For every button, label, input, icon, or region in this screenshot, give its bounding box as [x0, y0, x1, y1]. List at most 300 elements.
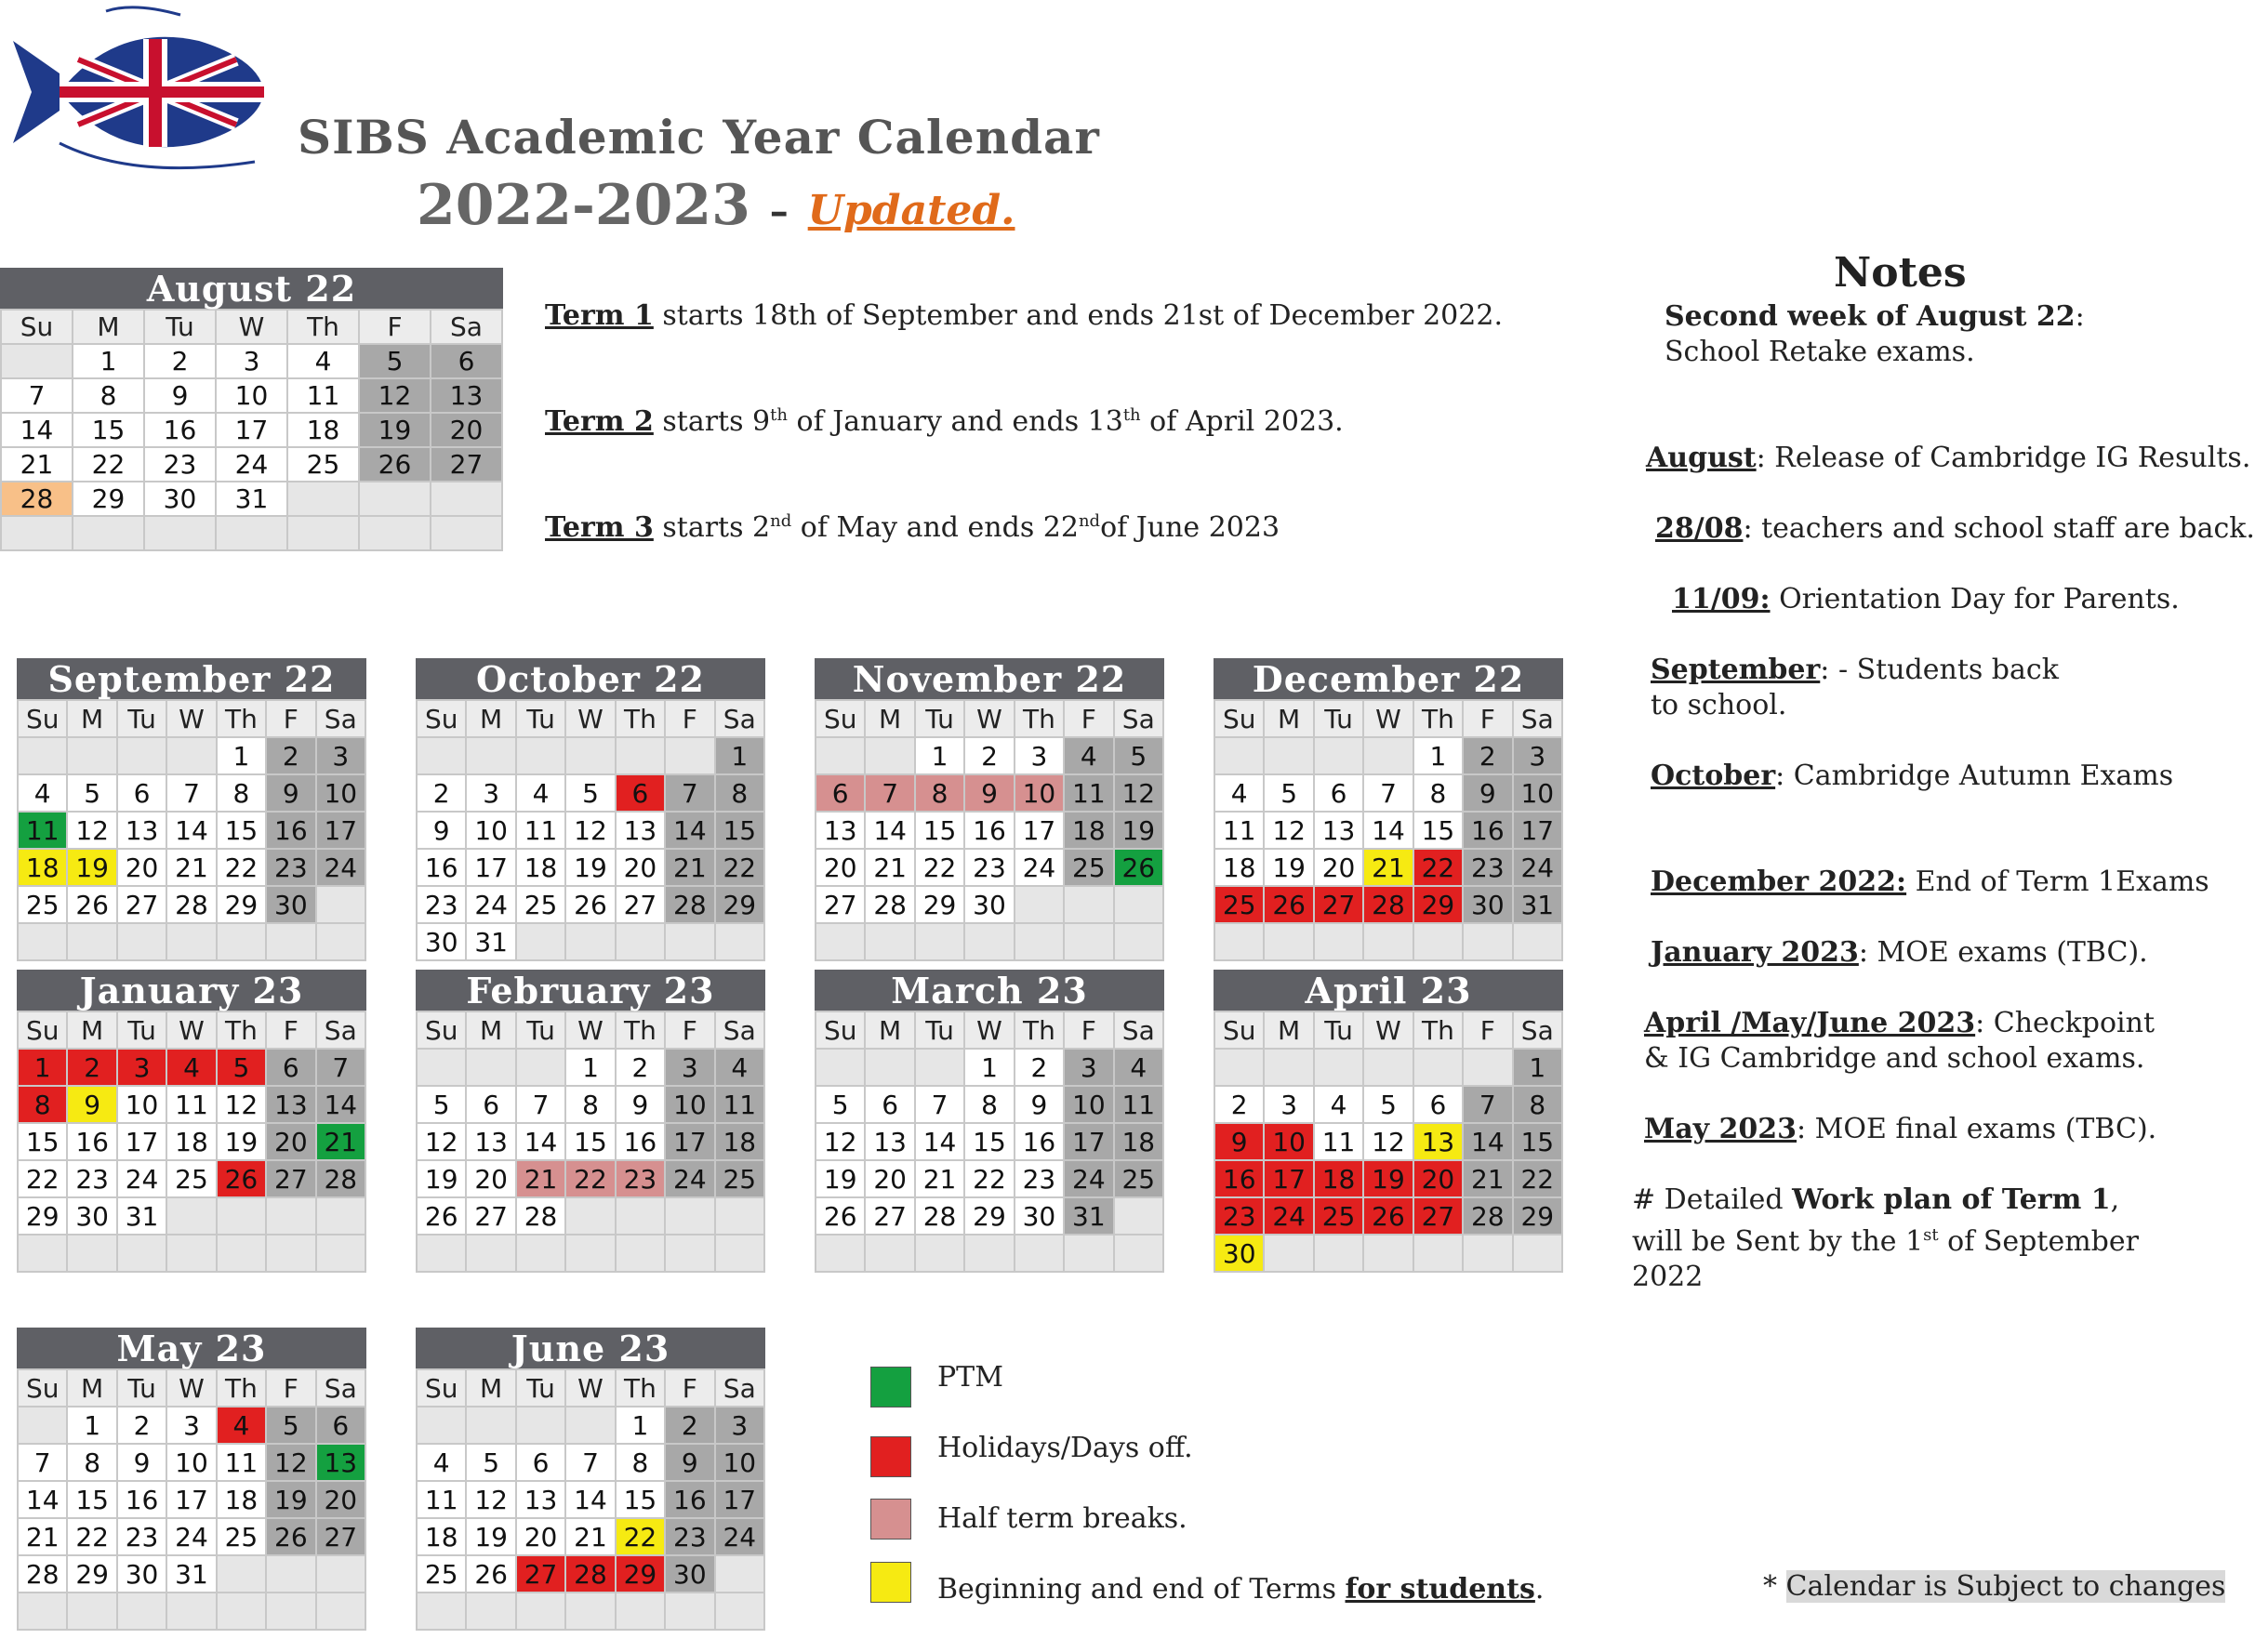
day-cell: 25	[1214, 886, 1264, 923]
day-cell: 23	[266, 849, 315, 886]
day-cell: 29	[915, 886, 964, 923]
day-cell: 26	[266, 1518, 315, 1555]
empty-day-cell	[67, 1235, 116, 1272]
day-cell: 18	[715, 1123, 764, 1160]
day-header: Sa	[1513, 700, 1562, 737]
day-cell: 15	[715, 812, 764, 849]
week-row	[816, 1123, 1163, 1160]
day-cell: 29	[715, 886, 764, 923]
empty-day-cell	[1114, 923, 1163, 960]
day-cell: 1	[715, 737, 764, 774]
day-cell: 28	[516, 1197, 565, 1235]
week-row	[417, 1593, 764, 1630]
day-cell: 1	[67, 1407, 116, 1444]
month-header: June 23	[416, 1328, 765, 1368]
day-cell: 13	[816, 812, 865, 849]
day-cell: 9	[1214, 1123, 1264, 1160]
day-cell: 27	[117, 886, 166, 923]
day-cell: 26	[359, 447, 431, 482]
day-header: F	[665, 1369, 714, 1407]
day-cell: 16	[964, 812, 1014, 849]
day-header: M	[865, 1011, 914, 1049]
day-cell: 27	[616, 886, 665, 923]
day-cell: 8	[73, 378, 144, 413]
day-cell: 13	[865, 1123, 914, 1160]
month-grid	[17, 699, 366, 961]
week-row	[417, 1481, 764, 1518]
day-header-row	[417, 1369, 764, 1407]
day-cell: 22	[1513, 1160, 1562, 1197]
day-cell: 11	[287, 378, 359, 413]
day-header: Th	[616, 1011, 665, 1049]
day-cell: 13	[316, 1444, 365, 1481]
note-text: , will be Sent by the 1	[1632, 1183, 2120, 1258]
year-text: 2022-2023	[417, 173, 750, 238]
day-cell: 2	[144, 344, 216, 378]
note-text: : MOE exams (TBC).	[1858, 936, 2148, 969]
day-cell: 19	[816, 1160, 865, 1197]
term-2-sup-a: th	[770, 405, 788, 425]
day-cell: 29	[1513, 1197, 1562, 1235]
day-cell: 18	[18, 849, 67, 886]
day-cell: 12	[67, 812, 116, 849]
empty-day-cell	[166, 737, 216, 774]
week-row	[816, 923, 1163, 960]
empty-day-cell	[466, 1235, 515, 1272]
empty-day-cell	[665, 923, 714, 960]
day-cell: 7	[665, 774, 714, 812]
empty-day-cell	[1513, 923, 1562, 960]
week-row	[1214, 1235, 1562, 1272]
day-cell: 3	[715, 1407, 764, 1444]
day-cell: 31	[1064, 1197, 1113, 1235]
week-row	[18, 1197, 365, 1235]
empty-day-cell	[431, 516, 502, 550]
day-cell: 26	[1363, 1197, 1413, 1235]
legend-term-edge-text: Beginning and end of Terms	[937, 1573, 1346, 1606]
empty-day-cell	[417, 1235, 466, 1272]
empty-day-cell	[117, 923, 166, 960]
day-cell: 6	[117, 774, 166, 812]
month-calendar-february	[416, 970, 765, 1273]
day-cell: 7	[865, 774, 914, 812]
day-cell: 8	[67, 1444, 116, 1481]
day-cell: 4	[1314, 1086, 1363, 1123]
note-label: 28/08	[1655, 512, 1744, 545]
day-cell: 18	[166, 1123, 216, 1160]
day-cell: 7	[565, 1444, 615, 1481]
empty-day-cell	[1363, 923, 1413, 960]
day-header: Tu	[144, 310, 216, 344]
day-cell: 8	[1413, 774, 1463, 812]
day-cell: 29	[964, 1197, 1014, 1235]
month-grid	[1214, 699, 1563, 961]
day-cell: 28	[865, 886, 914, 923]
day-header: Su	[816, 700, 865, 737]
month-grid	[815, 1011, 1164, 1273]
day-cell: 29	[73, 482, 144, 516]
day-cell: 26	[1114, 849, 1163, 886]
empty-day-cell	[865, 737, 914, 774]
month-header: March 23	[815, 970, 1164, 1011]
empty-day-cell	[67, 737, 116, 774]
day-cell: 20	[431, 413, 502, 447]
empty-day-cell	[266, 1235, 315, 1272]
day-cell: 17	[166, 1481, 216, 1518]
week-row	[18, 923, 365, 960]
empty-day-cell	[466, 1593, 515, 1630]
day-header-row	[18, 700, 365, 737]
empty-day-cell	[266, 923, 315, 960]
term-3-text-b: of May and ends 22	[791, 511, 1079, 544]
day-cell: 14	[915, 1123, 964, 1160]
day-cell: 14	[565, 1481, 615, 1518]
empty-day-cell	[1214, 1049, 1264, 1086]
note-sup: st	[1923, 1225, 1939, 1245]
empty-day-cell	[665, 1235, 714, 1272]
week-row	[417, 1086, 764, 1123]
day-header: W	[565, 1011, 615, 1049]
note-text: : Release of Cambridge IG Results.	[1756, 442, 2251, 474]
day-cell: 17	[1015, 812, 1064, 849]
empty-day-cell	[1463, 923, 1512, 960]
month-header: October 22	[416, 658, 765, 699]
day-cell: 15	[915, 812, 964, 849]
day-cell: 8	[565, 1086, 615, 1123]
empty-day-cell	[715, 1235, 764, 1272]
day-cell: 10	[1264, 1123, 1313, 1160]
legend-swatch-ptm	[870, 1367, 911, 1408]
empty-day-cell	[665, 737, 714, 774]
empty-day-cell	[616, 1593, 665, 1630]
day-cell: 20	[1413, 1160, 1463, 1197]
day-cell: 14	[166, 812, 216, 849]
day-cell: 9	[144, 378, 216, 413]
day-cell: 5	[466, 1444, 515, 1481]
note-text: : - Students back to school.	[1651, 654, 2059, 721]
day-header-row	[1, 310, 502, 344]
term-2-info	[545, 405, 1344, 438]
day-cell: 13	[516, 1481, 565, 1518]
note-prefix: # Detailed	[1632, 1183, 1793, 1216]
day-cell: 20	[865, 1160, 914, 1197]
day-cell: 14	[1463, 1123, 1512, 1160]
day-header: W	[1363, 1011, 1413, 1049]
day-cell: 31	[117, 1197, 166, 1235]
empty-day-cell	[915, 1235, 964, 1272]
note-item	[1651, 865, 2209, 900]
note-item	[1651, 653, 2078, 723]
legend-term-edge-bold: for students	[1345, 1573, 1535, 1606]
day-cell: 11	[516, 812, 565, 849]
empty-day-cell	[359, 482, 431, 516]
day-header: Th	[616, 700, 665, 737]
day-cell: 21	[166, 849, 216, 886]
empty-day-cell	[166, 1235, 216, 1272]
month-calendar-may	[17, 1328, 366, 1631]
empty-day-cell	[1363, 1049, 1413, 1086]
term-2-text-a: starts 9	[653, 405, 771, 438]
day-cell: 3	[1264, 1086, 1313, 1123]
month-grid	[0, 309, 503, 551]
note-text: : School Retake exams.	[1665, 300, 2085, 368]
day-cell: 5	[266, 1407, 315, 1444]
day-cell: 4	[1114, 1049, 1163, 1086]
day-cell: 12	[359, 378, 431, 413]
week-row	[417, 1444, 764, 1481]
empty-day-cell	[67, 923, 116, 960]
day-header: Sa	[715, 700, 764, 737]
day-cell: 20	[516, 1518, 565, 1555]
day-cell: 11	[1314, 1123, 1363, 1160]
empty-day-cell	[715, 1593, 764, 1630]
day-cell: 16	[616, 1123, 665, 1160]
day-cell: 7	[166, 774, 216, 812]
day-cell: 14	[665, 812, 714, 849]
week-row	[18, 849, 365, 886]
day-cell: 3	[316, 737, 365, 774]
day-cell: 23	[964, 849, 1014, 886]
note-text-2: of September 2022	[1632, 1225, 2139, 1293]
empty-day-cell	[565, 737, 615, 774]
empty-day-cell	[616, 1235, 665, 1272]
day-cell: 22	[1413, 849, 1463, 886]
day-cell: 3	[1513, 737, 1562, 774]
disclaimer-star: *	[1763, 1570, 1786, 1603]
day-cell: 12	[1264, 812, 1313, 849]
day-cell: 3	[216, 344, 287, 378]
day-cell: 19	[67, 849, 116, 886]
day-cell: 22	[565, 1160, 615, 1197]
empty-day-cell	[166, 1593, 216, 1630]
day-cell: 5	[1114, 737, 1163, 774]
term-2-text-b: of January and ends 13	[787, 405, 1123, 438]
empty-day-cell	[816, 737, 865, 774]
day-cell: 30	[117, 1555, 166, 1593]
day-header: Su	[18, 700, 67, 737]
day-cell: 30	[144, 482, 216, 516]
note-item	[1651, 759, 2173, 794]
day-cell: 29	[1413, 886, 1463, 923]
day-cell: 19	[359, 413, 431, 447]
day-cell: 25	[516, 886, 565, 923]
empty-day-cell	[1314, 923, 1363, 960]
day-cell: 22	[915, 849, 964, 886]
note-label: April /May/June 2023	[1644, 1007, 1976, 1039]
day-cell: 28	[316, 1160, 365, 1197]
day-header: Th	[217, 700, 266, 737]
day-cell: 25	[287, 447, 359, 482]
term-1-info	[545, 299, 1503, 332]
term-1-text: starts 18th of September and ends 21st of December 2022.	[653, 299, 1503, 332]
day-header: M	[865, 700, 914, 737]
day-cell: 1	[73, 344, 144, 378]
day-header: F	[1064, 1011, 1113, 1049]
empty-day-cell	[665, 1197, 714, 1235]
term-3-label: Term 3	[545, 511, 654, 544]
empty-day-cell	[616, 737, 665, 774]
day-cell: 30	[266, 886, 315, 923]
day-cell: 16	[417, 849, 466, 886]
week-row	[816, 812, 1163, 849]
notes-heading: Notes	[1834, 249, 1967, 297]
empty-day-cell	[865, 1235, 914, 1272]
empty-day-cell	[1214, 923, 1264, 960]
day-cell: 8	[616, 1444, 665, 1481]
week-row	[18, 1481, 365, 1518]
day-cell: 15	[217, 812, 266, 849]
empty-day-cell	[516, 1593, 565, 1630]
day-cell: 24	[117, 1160, 166, 1197]
empty-day-cell	[1264, 1235, 1313, 1272]
day-cell: 4	[1064, 737, 1113, 774]
day-header: M	[67, 700, 116, 737]
day-cell: 12	[266, 1444, 315, 1481]
disclaimer-text: Calendar is Subject to changes	[1785, 1570, 2226, 1603]
empty-day-cell	[117, 1235, 166, 1272]
week-row	[1, 482, 502, 516]
day-cell: 28	[166, 886, 216, 923]
day-cell: 7	[1, 378, 73, 413]
day-cell: 11	[1214, 812, 1264, 849]
day-cell: 9	[616, 1086, 665, 1123]
day-cell: 29	[217, 886, 266, 923]
empty-day-cell	[565, 1593, 615, 1630]
day-cell: 11	[1064, 774, 1113, 812]
day-cell: 11	[18, 812, 67, 849]
day-header: Th	[217, 1369, 266, 1407]
day-cell: 24	[665, 1160, 714, 1197]
note-text: : teachers and school staff are back.	[1743, 512, 2255, 545]
day-header: W	[964, 700, 1014, 737]
day-cell: 5	[359, 344, 431, 378]
day-header: F	[1463, 700, 1512, 737]
week-row	[1214, 1086, 1562, 1123]
day-cell: 15	[67, 1481, 116, 1518]
empty-day-cell	[287, 482, 359, 516]
term-1-label: Term 1	[545, 299, 654, 332]
day-header: Su	[417, 1369, 466, 1407]
day-cell: 30	[67, 1197, 116, 1235]
day-header: Th	[287, 310, 359, 344]
day-cell: 26	[466, 1555, 515, 1593]
empty-day-cell	[18, 1407, 67, 1444]
day-header: F	[1064, 700, 1113, 737]
empty-day-cell	[516, 1407, 565, 1444]
day-cell: 24	[216, 447, 287, 482]
empty-day-cell	[516, 923, 565, 960]
empty-day-cell	[1, 344, 73, 378]
legend-label-holiday: Holidays/Days off.	[937, 1432, 1193, 1464]
day-header: Sa	[715, 1011, 764, 1049]
day-cell: 21	[1, 447, 73, 482]
note-text: : MOE final exams (TBC).	[1797, 1113, 2157, 1145]
day-cell: 16	[665, 1481, 714, 1518]
day-cell: 13	[466, 1123, 515, 1160]
week-row	[18, 1593, 365, 1630]
day-cell: 2	[417, 774, 466, 812]
day-cell: 28	[1463, 1197, 1512, 1235]
day-header: W	[166, 1369, 216, 1407]
day-cell: 12	[417, 1123, 466, 1160]
day-cell: 23	[665, 1518, 714, 1555]
empty-day-cell	[1413, 1049, 1463, 1086]
day-cell: 2	[266, 737, 315, 774]
empty-day-cell	[1513, 1235, 1562, 1272]
day-cell: 1	[18, 1049, 67, 1086]
day-header: F	[266, 700, 315, 737]
title-dash: –	[769, 190, 789, 233]
week-row	[1, 413, 502, 447]
week-row	[417, 1123, 764, 1160]
day-cell: 26	[417, 1197, 466, 1235]
day-cell: 28	[565, 1555, 615, 1593]
day-header: Sa	[1114, 1011, 1163, 1049]
day-cell: 27	[1314, 886, 1363, 923]
month-grid	[416, 1011, 765, 1273]
day-cell: 16	[1463, 812, 1512, 849]
day-header: Tu	[117, 700, 166, 737]
day-cell: 6	[616, 774, 665, 812]
day-header: F	[266, 1369, 315, 1407]
day-header: M	[1264, 1011, 1313, 1049]
month-calendar-august	[0, 268, 503, 551]
day-cell: 16	[266, 812, 315, 849]
day-header: Su	[1214, 1011, 1264, 1049]
day-cell: 24	[1513, 849, 1562, 886]
day-header: Th	[616, 1369, 665, 1407]
day-header: Tu	[915, 1011, 964, 1049]
day-cell: 9	[665, 1444, 714, 1481]
day-cell: 6	[466, 1086, 515, 1123]
empty-day-cell	[359, 516, 431, 550]
month-header: April 23	[1214, 970, 1563, 1011]
week-row	[417, 849, 764, 886]
day-cell: 8	[1513, 1086, 1562, 1123]
empty-day-cell	[616, 923, 665, 960]
day-cell: 13	[431, 378, 502, 413]
empty-day-cell	[865, 1049, 914, 1086]
day-cell: 31	[466, 923, 515, 960]
day-cell: 20	[117, 849, 166, 886]
empty-day-cell	[117, 1593, 166, 1630]
week-row	[18, 1160, 365, 1197]
empty-day-cell	[565, 1407, 615, 1444]
day-cell: 20	[616, 849, 665, 886]
empty-day-cell	[316, 1555, 365, 1593]
day-header: Tu	[516, 700, 565, 737]
day-cell: 3	[166, 1407, 216, 1444]
week-row	[18, 1049, 365, 1086]
day-cell: 21	[665, 849, 714, 886]
week-row	[417, 737, 764, 774]
empty-day-cell	[417, 1593, 466, 1630]
empty-day-cell	[665, 1593, 714, 1630]
week-row	[1, 447, 502, 482]
disclaimer	[1763, 1570, 2225, 1603]
day-cell: 23	[1015, 1160, 1064, 1197]
day-cell: 30	[1463, 886, 1512, 923]
day-cell: 12	[466, 1481, 515, 1518]
day-cell: 8	[715, 774, 764, 812]
note-item	[1644, 1112, 2156, 1147]
day-cell: 9	[417, 812, 466, 849]
day-header-row	[816, 1011, 1163, 1049]
day-header: M	[73, 310, 144, 344]
day-cell: 30	[1015, 1197, 1064, 1235]
week-row	[1214, 1160, 1562, 1197]
day-cell: 23	[117, 1518, 166, 1555]
